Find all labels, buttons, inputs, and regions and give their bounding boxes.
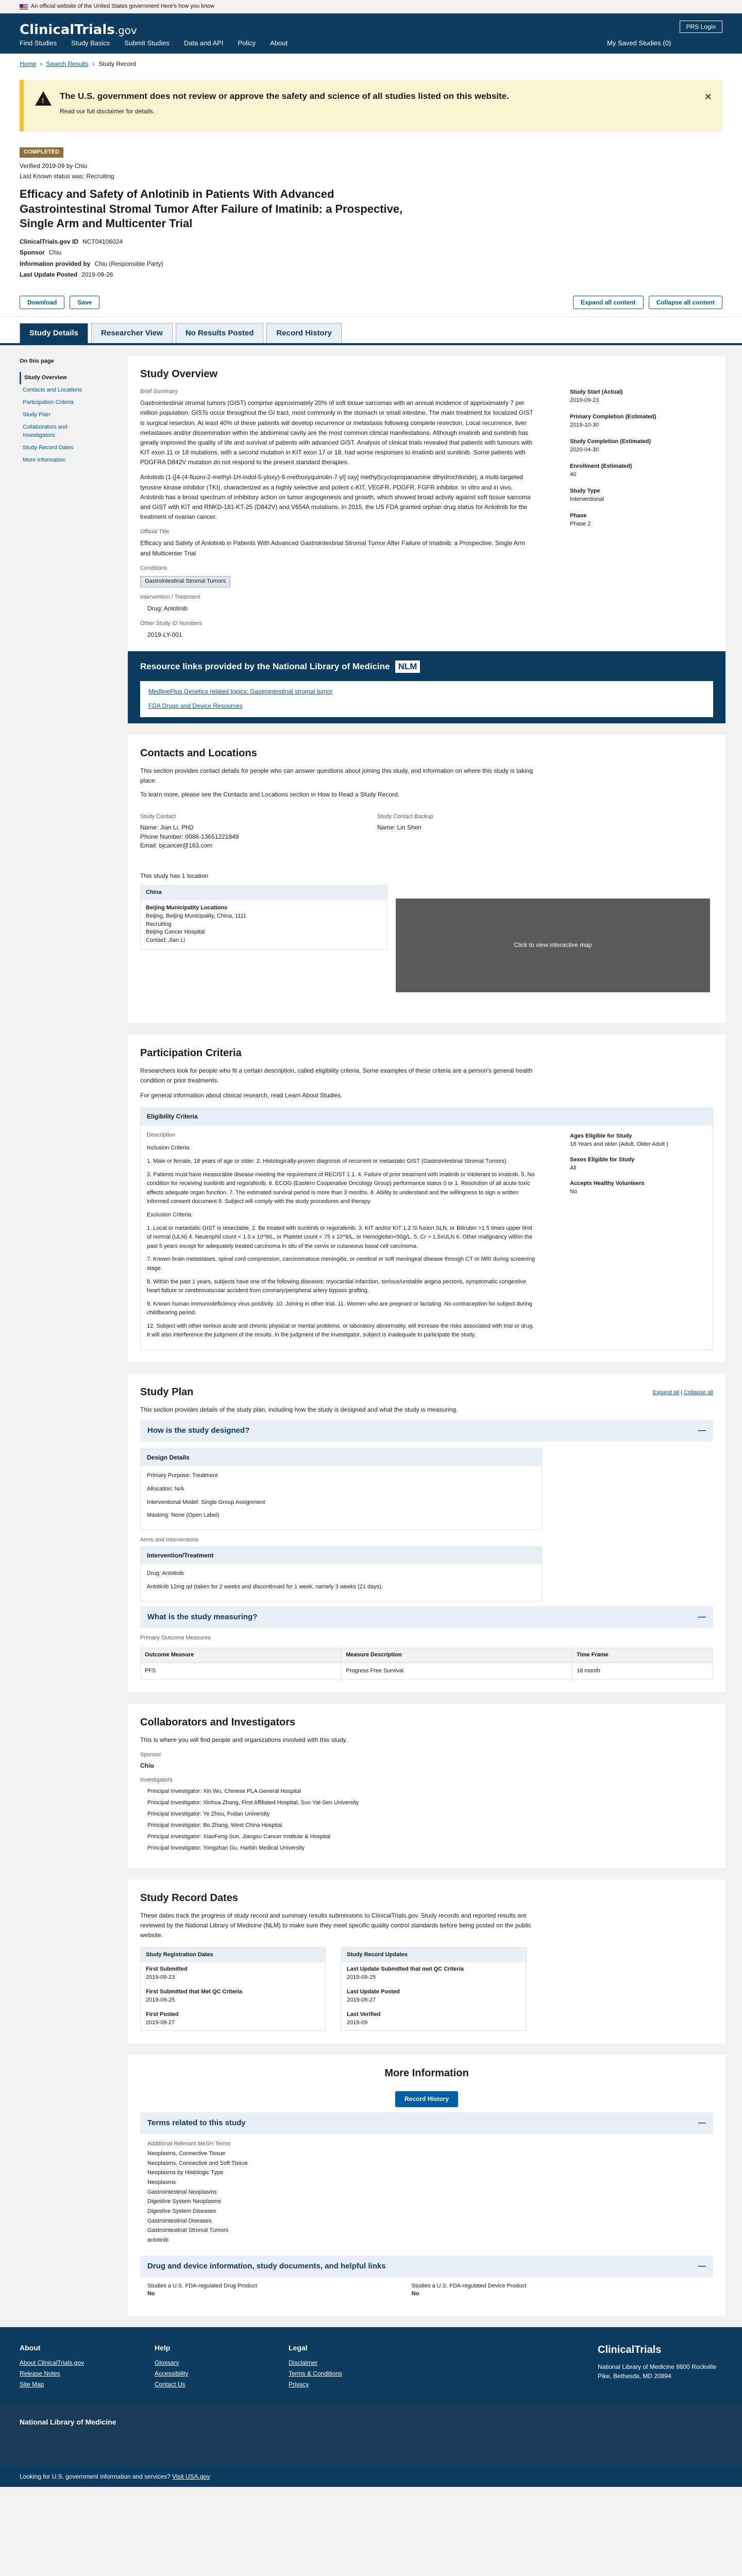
disclaimer-alert: [20, 80, 722, 131]
interventional-model: Interventional Model: Single Group Assignment: [147, 1499, 265, 1505]
registration-dates: [140, 1947, 326, 2031]
intervention-desc: Anlotinib 12mg qd (taken for 2 weeks and discontinued for 1 week, namely 3 weeks (21 days).: [147, 1583, 383, 1590]
site-logo[interactable]: ClinicalTrials.gov: [20, 22, 137, 38]
fact-value: 2019-09-23: [570, 397, 599, 404]
participation-text: Researchers look for people who fit a certain description, called eligibility criteria. Some examples of these criteria are a person's general health condition or prior treatments.: [140, 1066, 533, 1084]
location-count: This study has 1 location: [140, 872, 209, 879]
more-info-section: [128, 2055, 726, 2316]
list-item: Principal Investigator: Xinhua Zhang, First Affiliated Hospital, Sun Yat-Sen University: [147, 1800, 359, 1806]
tab-record-history[interactable]: Record History: [266, 323, 342, 343]
list-item: Gastrointestinal Neoplasms: [147, 2189, 217, 2195]
toc-title: On this page: [20, 358, 54, 365]
tab-bar: [0, 317, 742, 345]
footer-link[interactable]: Disclaimer: [289, 2359, 318, 2366]
nlm-badge: NLM: [395, 660, 420, 673]
site-footer: [0, 2327, 742, 2404]
warning-icon: [35, 91, 52, 106]
outcome-table: [140, 1648, 713, 1680]
intervention-name: Drug: Anlotinib: [147, 1570, 184, 1577]
footer-link[interactable]: Privacy: [289, 2381, 309, 2388]
study-header: COMPLETED Verified 2019-09 by Chiu Last Known status was: Recruiting Efficacy and Safety of Anlotinib in Patients With Advanced Gastrointestinal Stromal Tumor After Failure of Imatinib: a Prospective, Single Arm and Multicenter Trial ClinicalTrials.gov ID NCT04106024 Sponsor Chiu Information provided by Chiu (Responsible Party) Last Update Posted 2019-09-26: [0, 137, 742, 289]
nlm-resources: [128, 651, 726, 723]
contact-backup-name: Name: Lin Shen: [377, 824, 422, 832]
breadcrumb-current: Study Record: [98, 60, 137, 67]
terms-accordion[interactable]: Terms related to this study —: [140, 2112, 713, 2134]
list-item: Additional Relevant MeSH Terms: [147, 2141, 231, 2147]
fact-label: Study Completion (Estimated): [570, 438, 651, 445]
date-value: 2019-09-27: [347, 1997, 376, 2004]
list-item: Neoplasms by Histologic Type: [147, 2170, 224, 2176]
date-label: Last Update Submitted that met QC Criteria: [347, 1966, 464, 1973]
study-plan-section: Study Plan This section provides details of the study plan, including how the study is designed and what the study is measuring. Expand all | Collapse all How is the study designed? — Design Details Primary Purpose: Treatment Allocation: N/A Interventional Model: Single Group Assignment Masking: None (Open Label) Arms and Interventions Intervention/Treatment Drug: Anlotinib Anlotinib 12mg qd (taken for 2 weeks and discontinued for 1 week, namely 3 weeks (21 days). What is the study measuring? — Primary Outcome Measures Outcome Measure Measure Description Time Frame PFS Progress Free Survival 18 month: [128, 1374, 726, 1692]
collab-text: This is where you will find people and organizations involved with this study.: [140, 1736, 347, 1743]
table-row: [141, 1663, 713, 1680]
contact-phone: Phone Number: 0086-13651221849: [140, 833, 239, 840]
date-label: First Submitted: [146, 1966, 188, 1973]
description-label: Description: [147, 1131, 176, 1138]
exclusion-text: 8. Within the past 1 years, subjects have one of the following diseases: myocardial infarction, serious/unstable angina pectoris, symptomatic congestive heart failure or cerebrovascular accident from coronary/peripheral artery bypass grafting.: [147, 1278, 527, 1294]
list-item: anlotinib: [147, 2237, 168, 2244]
table-header: Measure Description: [342, 1648, 572, 1663]
toc-participation[interactable]: Participation Criteria: [23, 399, 74, 406]
country-header: China: [141, 886, 387, 900]
design-accordion[interactable]: How is the study designed? —: [140, 1420, 713, 1442]
footer-heading: About: [20, 2344, 41, 2352]
fact-label: Sexes Eligible for Study: [570, 1156, 635, 1163]
toc-record-dates[interactable]: Study Record Dates: [23, 444, 74, 451]
date-value: 2019-09-23: [146, 1974, 175, 1981]
save-button[interactable]: Save: [70, 296, 99, 309]
list-item: Gastrointestinal Diseases: [147, 2217, 212, 2224]
section-title: Participation Criteria: [140, 1047, 242, 1059]
fda-drug-value: No: [147, 2291, 155, 2297]
download-button[interactable]: Download: [20, 296, 64, 309]
info-provider: Chiu (Responsible Party): [94, 260, 163, 267]
brief-summary: Gastrointestinal stromal tumors (GIST) comprise approximately 20% of soft tissue sarcomas with an annual incidence of approximately 7 per million population. GISTs occur throughout the GI tract, most commonly in the stomach or small intestine. The main treatment for localized GIST is surgical resection. At least 40% of these patients will develop recurrence or metastasis following complete resection. Local recurrence, liver metastases and/or dissemination within the abdominal cavity are the most common clinical manifestations. Although imatinib and sunitinib has greatly improved the quality of life and survival of patients with advanced GIST. Analysis of clinical trials revealed that patients with tumours with KIT exon 11 or 18 mutations, with a second mutation in KIT exon 17 or 18, had worse responses to imatinib and sunitinib. Some patients with PDGFRA D842V mutation do not respond to the present standard therapies.: [140, 399, 533, 466]
usagov-text: Looking for U.S. government information and services?: [20, 2473, 171, 2481]
terms-list: [140, 2134, 713, 2250]
location-map[interactable]: [396, 899, 710, 992]
outcome-label: Primary Outcome Measures: [140, 1635, 211, 1641]
intervention-label: Intervention / Treatment: [140, 594, 200, 600]
action-bar: [0, 289, 742, 317]
other-ids-label: Other Study ID Numbers: [140, 620, 203, 626]
fact-value: 2020-04-30: [570, 446, 599, 453]
footer-link[interactable]: Accessibility: [155, 2370, 189, 2378]
primary-purpose: Primary Purpose: Treatment: [147, 1472, 218, 1479]
fact-label: Study Start (Actual): [570, 389, 623, 396]
condition-tag[interactable]: Gastrointestinal Stromal Tumors: [140, 576, 230, 587]
fda-device-value: No: [411, 2291, 419, 2297]
table-cell: PFS: [141, 1663, 342, 1680]
location-city: Beijing, Beijing Municipality, China, 1111: [146, 912, 246, 919]
expand-all-button[interactable]: Expand all content: [573, 296, 644, 309]
date-value: 2019-09-25: [146, 1997, 175, 2004]
tab-no-results[interactable]: No Results Posted: [176, 323, 264, 343]
date-label: First Posted: [146, 2011, 179, 2018]
record-history-button[interactable]: Record History: [395, 2091, 458, 2107]
footer-heading: Help: [155, 2344, 171, 2352]
footer-link[interactable]: Contact Us: [155, 2381, 185, 2388]
nav-data-api[interactable]: Data and API: [183, 39, 224, 47]
fact-label: Ages Eligible for Study: [570, 1132, 632, 1139]
location-status: Recruiting: [146, 921, 172, 927]
exclusion-label: Exclusion Criteria:: [147, 1211, 193, 1218]
footer-link[interactable]: Terms & Conditions: [289, 2370, 343, 2378]
dates-text: These dates track the progress of study record and summary results submissions to ClinicalTrials.gov. Study records and reported results are reviewed by the National Library of Medicine (NLM) to make sure they meet specific quality control standards before being posted on the public website.: [140, 1911, 532, 1939]
fact-label: Accepts Healthy Volunteers: [570, 1180, 645, 1187]
nav-find-studies[interactable]: Find Studies: [20, 39, 57, 47]
disclaimer-text: Read our full disclaimer for details.: [60, 108, 155, 115]
us-flag-icon: [20, 4, 28, 10]
dates-header: Study Registration Dates: [141, 1948, 325, 1962]
exclusion-text: 1. Local or metastatic GIST is resectable. 2. Be treated with sunitinib or regorafenib. 3. KIT and/or KIT 1.2 Si fusion SLN, or Bilirubin >1.5 times upper limit of normal (ULN) 4. Neutrophil count < 1.5 x 10^9/L, or Platelet count < 75 x 10^9/L, or Hemoglobin<90g/L. 5. Cr > 1.5xULN 6. Other malignancy within the past 5 years except for adequately treated carcinoma in situ of the cervix or cutaneous basal cell carcinoma.: [147, 1225, 533, 1249]
collapse-all-link[interactable]: Collapse all: [684, 1389, 713, 1396]
section-title: Study Plan: [140, 1386, 194, 1398]
fact-label: Study Type: [570, 487, 600, 494]
eligibility-facts: [570, 1132, 704, 1204]
nlm-footer: [0, 2404, 742, 2466]
study-overview-section: [128, 355, 726, 723]
toc-study-overview[interactable]: Study Overview: [20, 372, 97, 384]
list-item: Digestive System Diseases: [147, 2208, 216, 2214]
date-label: Last Verified: [347, 2011, 381, 2018]
toc-study-plan[interactable]: Study Plan: [23, 411, 50, 418]
map-link[interactable]: Click to view interactive map: [514, 941, 592, 949]
table-cell: 18 month: [572, 1663, 713, 1680]
verified-text: Verified 2019-09 by Chiu: [20, 162, 88, 170]
fact-label: Primary Completion (Estimated): [570, 414, 656, 420]
status-badge: COMPLETED: [20, 147, 63, 158]
date-label: First Submitted that Met QC Criteria: [146, 1989, 243, 1995]
sponsor-value: Chiu: [140, 1761, 154, 1769]
fda-drug-label: Studies a U.S. FDA-regulated Drug Product: [147, 2282, 257, 2289]
section-title: Contacts and Locations: [140, 747, 257, 759]
last-update: 2019-09-26: [81, 271, 113, 279]
list-item: Principal Investigator: Bo Zhang, West China Hospital: [147, 1822, 282, 1829]
eligibility-header: Eligibility Criteria: [141, 1108, 713, 1125]
nav-about[interactable]: About: [270, 39, 288, 47]
intervention-item: Drug: Anlotinib: [147, 604, 188, 612]
fact-label: Enrollment (Estimated): [570, 463, 632, 469]
official-title: Efficacy and Safety of Anlotinib in Patients With Advanced Gastrointestinal Stromal Tumor After Failure of Imatinib: a Prospective, Single Arm and Multicenter Trial: [140, 539, 525, 557]
contacts-text-2: To learn more, please see the Contacts and Locations section in How to Read a Study Record.: [140, 791, 399, 799]
list-item: Principal Investigator: Yongzhan Gu, Harbin Medical University: [147, 1844, 305, 1851]
section-title: Study Overview: [140, 368, 218, 380]
expand-all-link[interactable]: Expand all: [652, 1389, 680, 1396]
sponsor: Chiu: [48, 249, 62, 257]
list-item: Digestive System Neoplasms: [147, 2198, 222, 2205]
usagov-link[interactable]: Visit USA.gov: [172, 2473, 210, 2481]
table-cell: Progress Free Survival: [342, 1663, 572, 1680]
nlm-title: Resource links provided by the National Library of Medicine: [140, 661, 390, 671]
official-title-label: Official Title: [140, 529, 170, 535]
tab-study-details[interactable]: Study Details: [20, 323, 88, 343]
record-dates-section: [128, 1879, 726, 2043]
footer-link[interactable]: About ClinicalTrials.gov: [20, 2359, 84, 2366]
page-title: Efficacy and Safety of Anlotinib in Patients With Advanced Gastrointestinal Stromal Tumor After Failure of Imatinib: a Prospective, Single Arm and Multicenter Trial: [20, 188, 403, 230]
section-title: Collaborators and Investigators: [140, 1716, 296, 1728]
nlm-logo: National Library of Medicine: [20, 2418, 116, 2427]
brief-summary-2: Anlotinib (1-[[4-(4-fluoro-2-methyl-1H-indol-5-yloxy)-6-methoxyquinolin-7-yl] oxy] methyl)cyclopropanamine dihydrochloride), a multi-targeted tyrosine kinase inhibitor (TKI), characterized as a highly selective and potent c-KIT, VEGFR, PDGFR, FGFR inhibitor. In vitro and in vivo, Anlotinib has a broad spectrum of inhibitory action on tumor angiogenesis and growth, which showed broad activity against soft tissue sarcoma and GIST with KIT and RNKD-181-KT-25 (D842V) and V654A mutations. In 2015, the US FDA granted orphan drug status for Anlotinib for the treatment of ovarian cancer.: [140, 473, 531, 521]
participation-section: [128, 1035, 726, 1362]
section-title: Study Record Dates: [140, 1892, 239, 1904]
fact-label: Phase: [570, 512, 587, 519]
footer-link[interactable]: Site Map: [20, 2381, 44, 2388]
fact-value: Interventional: [570, 496, 604, 502]
exclusion-text: 7. Known brain metastases, spinal cord compression, carcinomatous meningitis, or cerebral or soft meningeal disease through CT or MRI during screening stage.: [147, 1256, 535, 1272]
date-value: 2019-09-27: [146, 2020, 175, 2026]
participation-text-2: For general information about clinical research, read Learn About Studies.: [140, 1092, 343, 1099]
close-icon[interactable]: ✕: [704, 92, 712, 103]
nav-submit-studies[interactable]: Submit Studies: [124, 39, 170, 47]
brief-summary-label: Brief Summary: [140, 388, 178, 395]
table-header: Time Frame: [572, 1648, 713, 1663]
inclusion-label: Inclusion Criteria:: [147, 1145, 191, 1151]
contact-email[interactable]: Email: bjcancer@163.com: [140, 842, 213, 850]
toc-contacts[interactable]: Contacts and Locations: [23, 387, 82, 394]
fact-value: 40: [570, 471, 577, 478]
contact-label: Study Contact: [140, 814, 176, 820]
collaborators-section: [128, 1704, 726, 1868]
location-facility: Beijing Cancer Hospital: [146, 929, 205, 936]
fda-resources-link[interactable]: FDA Drugs and Device Resources: [148, 702, 243, 709]
investigators-label: Investigators: [140, 1777, 173, 1784]
other-id: 2019-LY-001: [147, 631, 182, 638]
fact-value: Phase 2: [570, 520, 591, 527]
breadcrumb-search[interactable]: Search Results: [46, 60, 89, 67]
contact-name: Name: Jian Li, PhD: [140, 824, 194, 832]
breadcrumb-home[interactable]: Home: [20, 60, 37, 67]
last-known-status: Last Known status was: Recruiting: [20, 172, 114, 180]
exclusion-text: 12. Subject with other serious acute and chronic physical or mental problems, or laboratory abnormality, will increase the risks associated with trial or drug. It will also interference the judgment of the results. In the judgment of the investigator, subject is inadequate to participate the study.: [147, 1323, 534, 1338]
fact-value: 2019-10-30: [570, 422, 599, 429]
list-item: Neoplasms, Connective and Soft Tissue: [147, 2160, 248, 2166]
drug-info-accordion[interactable]: Drug and device information, study documents, and helpful links —: [140, 2256, 713, 2277]
inclusion-text: 1. Male or female, 18 years of age or older. 2. Histologically-proven diagnosis of recurrent or metastatic GIST (Gastrointestinal Stromal Tumors).: [147, 1158, 508, 1164]
nav-study-basics[interactable]: Study Basics: [71, 39, 110, 47]
saved-studies-link[interactable]: My Saved Studies (0): [607, 39, 671, 47]
contact-backup-label: Study Contact Backup: [377, 814, 433, 820]
site-header: [0, 13, 742, 54]
footer-address: National Library of Medicine 8600 Rockville Pike, Bethesda, MD 20894: [598, 2363, 717, 2380]
list-item: Principal Investigator: Xin Wu, Chinese PLA General Hospital: [147, 1788, 301, 1795]
fact-value: 18 Years and older (Adult, Older Adult ): [570, 1141, 668, 1147]
sponsor-label: Sponsor: [140, 1752, 161, 1758]
usagov-footer: [0, 2466, 742, 2487]
table-header: Outcome Measure: [141, 1648, 342, 1663]
list-item: Neoplasms: [147, 2179, 176, 2185]
inclusion-text: 3. Patients must have measurable disease meeting the requirement of RECIST 1.1. 4. Failure of prior treatment with imatinib or intolerant to imatinib. 5. No condition for receiving sunitinib and regorafenib. 6. ECOG (Eastern Cooperative Oncology Group) performance status 0 or 1. Resolution of all acute toxic effects adequate organ function. 7. The estimated survival period is more than 3 months. 8. Ability to understand and the willingness to sign a written informed consent document 9. Subject will comply with the study procedures and therapy.: [147, 1171, 535, 1205]
toc-more-info[interactable]: More Information: [23, 456, 66, 463]
contacts-text: This section provides contact details for people who can answer questions about joining this study, and information on where this study is taking place.: [140, 767, 533, 785]
design-details-header: Design Details: [141, 1449, 542, 1466]
exclusion-text: 9. Known human immunodeficiency virus positivity. 10. Joining in other trial. 11. Women who are pregnant or lactating. No contraception for subject during childbearing period.: [147, 1300, 532, 1316]
date-value: 2019-09-25: [347, 1974, 376, 1981]
list-item: Neoplasms, Connective Tissue: [147, 2150, 226, 2157]
footer-heading: Legal: [289, 2344, 308, 2352]
date-label: Last Update Posted: [347, 1989, 400, 1995]
conditions-label: Conditions: [140, 565, 167, 571]
nct-id: NCT04106024: [82, 238, 123, 245]
section-title: More Information: [384, 2067, 469, 2079]
dates-header: Study Record Updates: [342, 1948, 526, 1962]
list-item: Gastrointestinal Stromal Tumors: [147, 2227, 229, 2234]
date-value: 2019-09: [347, 2020, 368, 2026]
measure-accordion[interactable]: What is the study measuring? —: [140, 1606, 713, 1628]
disclaimer-title: The U.S. government does not review or approve the safety and science of all studies listed on this website.: [60, 91, 509, 101]
footer-link[interactable]: Glossary: [155, 2359, 179, 2366]
fda-device-label: Studies a U.S. FDA-regulated Device Product: [411, 2282, 527, 2289]
allocation: Allocation: N/A: [147, 1485, 184, 1492]
footer-link[interactable]: Release Notes: [20, 2370, 60, 2378]
breadcrumb: Home › Search Results › Study Record: [0, 54, 742, 75]
investigator-list: [140, 1788, 713, 1853]
record-updates: [341, 1947, 527, 2031]
toc-collaborators[interactable]: Collaborators and Investigators: [23, 423, 68, 438]
list-item: Principal Investigator: XiaoFeng Sun, Jiangsu Cancer Institute & Hospital: [147, 1834, 331, 1840]
fact-value: All: [570, 1164, 577, 1171]
location-heading: Beijing Municipality Locations: [146, 904, 228, 911]
arms-label: Arms and Interventions: [140, 1536, 199, 1543]
intervention-header: Intervention/Treatment: [141, 1547, 542, 1564]
location-list: [140, 885, 387, 950]
contacts-section: [128, 735, 726, 1023]
plan-text: This section provides details of the study plan, including how the study is designed and what the study is measuring.: [140, 1406, 458, 1414]
list-item: Principal Investigator: Ye Zhou, Fudan University: [147, 1811, 270, 1818]
main-nav: [20, 39, 671, 48]
page-toc: [20, 355, 97, 466]
medlineplus-link[interactable]: MedlinePlus Genetics related topics: Gastrointestinal stromal tumor: [148, 688, 333, 696]
footer-logo: ClinicalTrials: [598, 2344, 662, 2356]
prs-login-button[interactable]: PRS Login: [680, 21, 722, 33]
nav-policy[interactable]: Policy: [238, 39, 256, 47]
masking: Masking: None (Open Label): [147, 1512, 220, 1519]
gov-banner: An official website of the United States government Here's how you know: [0, 0, 742, 13]
location-contact: Contact: Jian Li: [146, 937, 185, 944]
study-facts: [570, 388, 704, 536]
collapse-all-button[interactable]: Collapse all content: [649, 296, 722, 309]
fact-value: No: [570, 1188, 578, 1195]
tab-researcher-view[interactable]: Researcher View: [91, 323, 173, 343]
